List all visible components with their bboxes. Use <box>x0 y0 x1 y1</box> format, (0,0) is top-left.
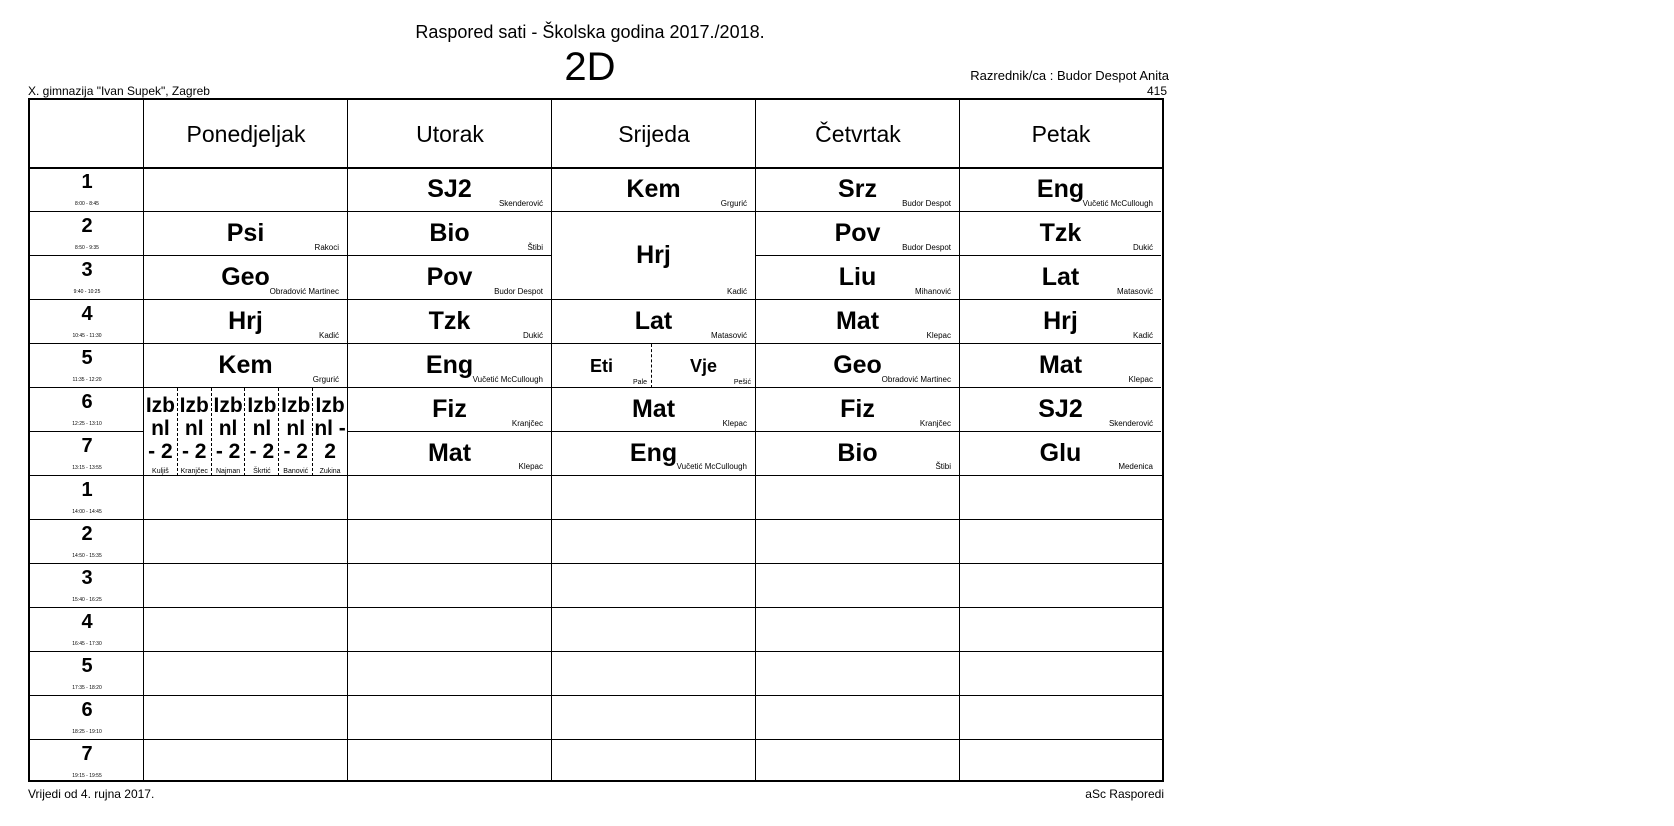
afternoon-row-divider <box>30 739 1162 740</box>
elective-teacher: Najman <box>216 468 241 475</box>
lesson-subject: Srz <box>838 175 877 203</box>
period-number: 2 <box>81 523 93 545</box>
lesson-card <box>348 343 551 388</box>
elective-subject: Izbnl - 2 <box>314 394 346 463</box>
elective-teacher: Kranjčec <box>180 468 208 475</box>
elective-subgroup <box>144 388 178 476</box>
lesson-subject: Pov <box>834 219 881 247</box>
elective-subgroup <box>246 388 280 476</box>
lesson-teacher: Pešić <box>733 379 751 386</box>
lesson-card <box>756 387 959 432</box>
period-time: 18:25 - 19:10 <box>72 729 102 735</box>
lesson-teacher: Štibi <box>527 243 543 252</box>
afternoon-row-divider <box>30 695 1162 696</box>
lesson-subject: Mat <box>631 395 676 423</box>
lesson-teacher: Štibi <box>935 462 951 471</box>
period-time: 16:45 - 17:30 <box>72 641 102 647</box>
day-header-5: Petak <box>1031 120 1091 147</box>
lesson-subject: Hrj <box>636 241 671 269</box>
lesson-card <box>552 387 755 432</box>
period-number: 6 <box>81 391 93 413</box>
afternoon-row-divider <box>30 607 1162 608</box>
elective-teacher: Zukina <box>319 468 341 475</box>
lesson-card <box>144 255 347 300</box>
school-name: X. gimnazija "Ivan Supek", Zagreb <box>28 84 210 98</box>
lesson-teacher: Matasović <box>1116 287 1153 296</box>
lesson-teacher: Skenderović <box>1108 419 1153 428</box>
lesson-subject: Psi <box>226 219 265 247</box>
lesson-card <box>348 211 551 256</box>
period-time: 14:50 - 15:35 <box>72 553 102 559</box>
period-time: 8:00 - 8:45 <box>75 201 99 207</box>
lesson-subject: Glu <box>1039 439 1082 467</box>
lesson-card <box>144 299 347 344</box>
lesson-teacher: Grgurić <box>720 199 747 208</box>
lesson-card <box>756 167 959 212</box>
lesson-subject: Lat <box>1041 263 1080 291</box>
lesson-teacher: Skenderović <box>498 199 543 208</box>
period-number: 7 <box>81 435 93 457</box>
elective-subject: Izbnl - 2 <box>145 394 175 463</box>
lesson-subject: Eng <box>425 351 474 379</box>
lesson-card <box>960 211 1161 256</box>
period-number: 5 <box>81 347 93 369</box>
period-time: 9:40 - 10:25 <box>73 289 101 295</box>
lesson-subject: Tzk <box>1039 219 1082 247</box>
lesson-subject: Bio <box>837 439 878 467</box>
split-lesson-part <box>552 344 652 388</box>
elective-block <box>144 387 347 476</box>
lesson-subject: Hrj <box>1043 307 1078 335</box>
lesson-subject: Eng <box>629 439 678 467</box>
lesson-teacher: Klepac <box>1128 375 1153 384</box>
lesson-subject: SJ2 <box>427 175 472 203</box>
lesson-card <box>960 431 1161 476</box>
row-divider <box>30 431 144 432</box>
lesson-card <box>756 255 959 300</box>
lesson-teacher: Medenica <box>1118 462 1153 471</box>
lesson-card <box>144 211 347 256</box>
lesson-card <box>960 299 1161 344</box>
period-time: 8:50 - 9:35 <box>75 245 99 251</box>
period-time: 10:45 - 11:30 <box>72 333 102 339</box>
elective-teacher: Škrtić <box>253 468 271 475</box>
lesson-card <box>960 343 1161 388</box>
lesson-subject: Pov <box>426 263 473 291</box>
lesson-card <box>960 167 1161 212</box>
period-number: 1 <box>81 479 93 501</box>
period-number: 1 <box>81 171 93 193</box>
lesson-teacher: Klepac <box>722 419 747 428</box>
room-number: 415 <box>1146 84 1167 98</box>
lesson-teacher: Kadić <box>318 331 339 340</box>
elective-subject: Izbnl - 2 <box>213 394 243 463</box>
period-time: 19:15 - 19:55 <box>72 773 102 779</box>
lesson-teacher: Mihanović <box>914 287 951 296</box>
lesson-teacher: Vučetić McCullough <box>472 375 543 384</box>
lesson-card <box>756 299 959 344</box>
class-name: 2D <box>564 45 616 89</box>
lesson-subject: Tzk <box>428 307 471 335</box>
lesson-subject: Liu <box>838 263 877 291</box>
elective-subgroup <box>212 388 246 476</box>
lesson-teacher: Obradović Martinec <box>269 287 339 296</box>
row-divider <box>30 255 144 256</box>
lesson-teacher: Budor Despot <box>494 287 543 296</box>
lesson-teacher: Grgurić <box>312 375 339 384</box>
period-number: 6 <box>81 699 93 721</box>
day-header-3: Srijeda <box>618 120 690 147</box>
lesson-card <box>348 431 551 476</box>
lesson-teacher: Klepac <box>518 462 543 471</box>
lesson-card <box>348 299 551 344</box>
lesson-card <box>552 167 755 212</box>
lesson-subject: Fiz <box>432 395 467 423</box>
period-number: 7 <box>81 743 93 765</box>
lesson-teacher: Vučetić McCullough <box>1082 199 1153 208</box>
timetable-grid <box>28 98 1164 782</box>
valid-from: Vrijedi od 4. rujna 2017. <box>28 787 155 801</box>
lesson-teacher: Vučetić McCullough <box>676 462 747 471</box>
period-number: 5 <box>81 655 93 677</box>
lesson-card <box>960 255 1161 300</box>
lesson-subject: Mat <box>427 439 472 467</box>
lesson-teacher: Obradović Martinec <box>881 375 951 384</box>
class-teacher: Razrednik/ca : Budor Despot Anita <box>970 68 1169 83</box>
elective-subgroup <box>313 388 347 476</box>
period-time: 13:15 - 13:55 <box>72 465 102 471</box>
timetable-title: Raspored sati - Školska godina 2017./2018. <box>415 22 765 42</box>
lesson-teacher: Kadić <box>726 287 747 296</box>
lesson-subject: Lat <box>634 307 673 335</box>
row-divider <box>30 299 144 300</box>
elective-subject: Izbnl - 2 <box>281 394 311 463</box>
row-divider <box>30 211 144 212</box>
afternoon-row-divider <box>30 651 1162 652</box>
lesson-subject: Geo <box>221 263 270 291</box>
software-credit: aSc Rasporedi <box>1085 787 1164 801</box>
lesson-card <box>144 343 347 388</box>
lesson-card <box>960 387 1161 432</box>
period-number: 2 <box>81 215 93 237</box>
lesson-subject: SJ2 <box>1038 395 1083 423</box>
period-time: 15:40 - 16:25 <box>72 597 102 603</box>
lesson-card <box>756 343 959 388</box>
afternoon-row-divider <box>30 563 1162 564</box>
lesson-teacher: Pale <box>632 379 647 386</box>
row-divider <box>30 343 144 344</box>
elective-subject: Izbnl - 2 <box>247 394 277 463</box>
lesson-teacher: Klepac <box>926 331 951 340</box>
split-lesson-card <box>552 343 755 388</box>
lesson-subject: Mat <box>835 307 880 335</box>
lesson-subject: Eti <box>589 356 613 376</box>
elective-subgroup <box>178 388 212 476</box>
lesson-card <box>552 211 755 300</box>
elective-subgroup <box>279 388 313 476</box>
lesson-subject: Bio <box>429 219 470 247</box>
period-time: 11:35 - 12:20 <box>72 377 102 383</box>
lesson-subject: Kem <box>626 175 681 203</box>
lesson-teacher: Budor Despot <box>902 199 951 208</box>
lesson-card <box>348 255 551 300</box>
row-divider <box>30 387 144 388</box>
lesson-teacher: Matasović <box>710 331 747 340</box>
lesson-teacher: Dukić <box>1132 243 1153 252</box>
lesson-card <box>348 387 551 432</box>
period-number: 4 <box>81 303 93 325</box>
period-number: 3 <box>81 567 93 589</box>
lesson-card <box>552 431 755 476</box>
period-number: 3 <box>81 259 93 281</box>
lesson-teacher: Kranjčec <box>511 419 543 428</box>
day-header-2: Utorak <box>416 120 484 147</box>
lesson-teacher: Rakoci <box>314 243 339 252</box>
period-number: 4 <box>81 611 93 633</box>
lesson-subject: Fiz <box>840 395 875 423</box>
lesson-subject: Vje <box>689 356 718 376</box>
lesson-subject: Geo <box>833 351 882 379</box>
elective-teacher: Kuljiš <box>152 468 169 475</box>
elective-teacher: Banović <box>283 468 309 475</box>
lesson-card <box>348 167 551 212</box>
lesson-subject: Eng <box>1036 175 1085 203</box>
elective-subject: Izbnl - 2 <box>179 394 209 463</box>
lesson-teacher: Kadić <box>1132 331 1153 340</box>
lesson-card <box>756 211 959 256</box>
lesson-subject: Kem <box>218 351 273 379</box>
period-time: 14:00 - 14:45 <box>72 509 102 515</box>
period-time: 17:35 - 18:20 <box>72 685 102 691</box>
lesson-teacher: Dukić <box>522 331 543 340</box>
lesson-subject: Mat <box>1038 351 1083 379</box>
period-time: 12:25 - 13:10 <box>72 421 102 427</box>
lesson-card <box>552 299 755 344</box>
day-header-1: Ponedjeljak <box>186 120 306 147</box>
lesson-teacher: Budor Despot <box>902 243 951 252</box>
lesson-card <box>756 431 959 476</box>
day-header-4: Četvrtak <box>815 120 901 147</box>
afternoon-row-divider <box>30 519 1162 520</box>
lesson-teacher: Kranjčec <box>919 419 951 428</box>
split-lesson-part <box>652 344 755 388</box>
lesson-subject: Hrj <box>228 307 263 335</box>
